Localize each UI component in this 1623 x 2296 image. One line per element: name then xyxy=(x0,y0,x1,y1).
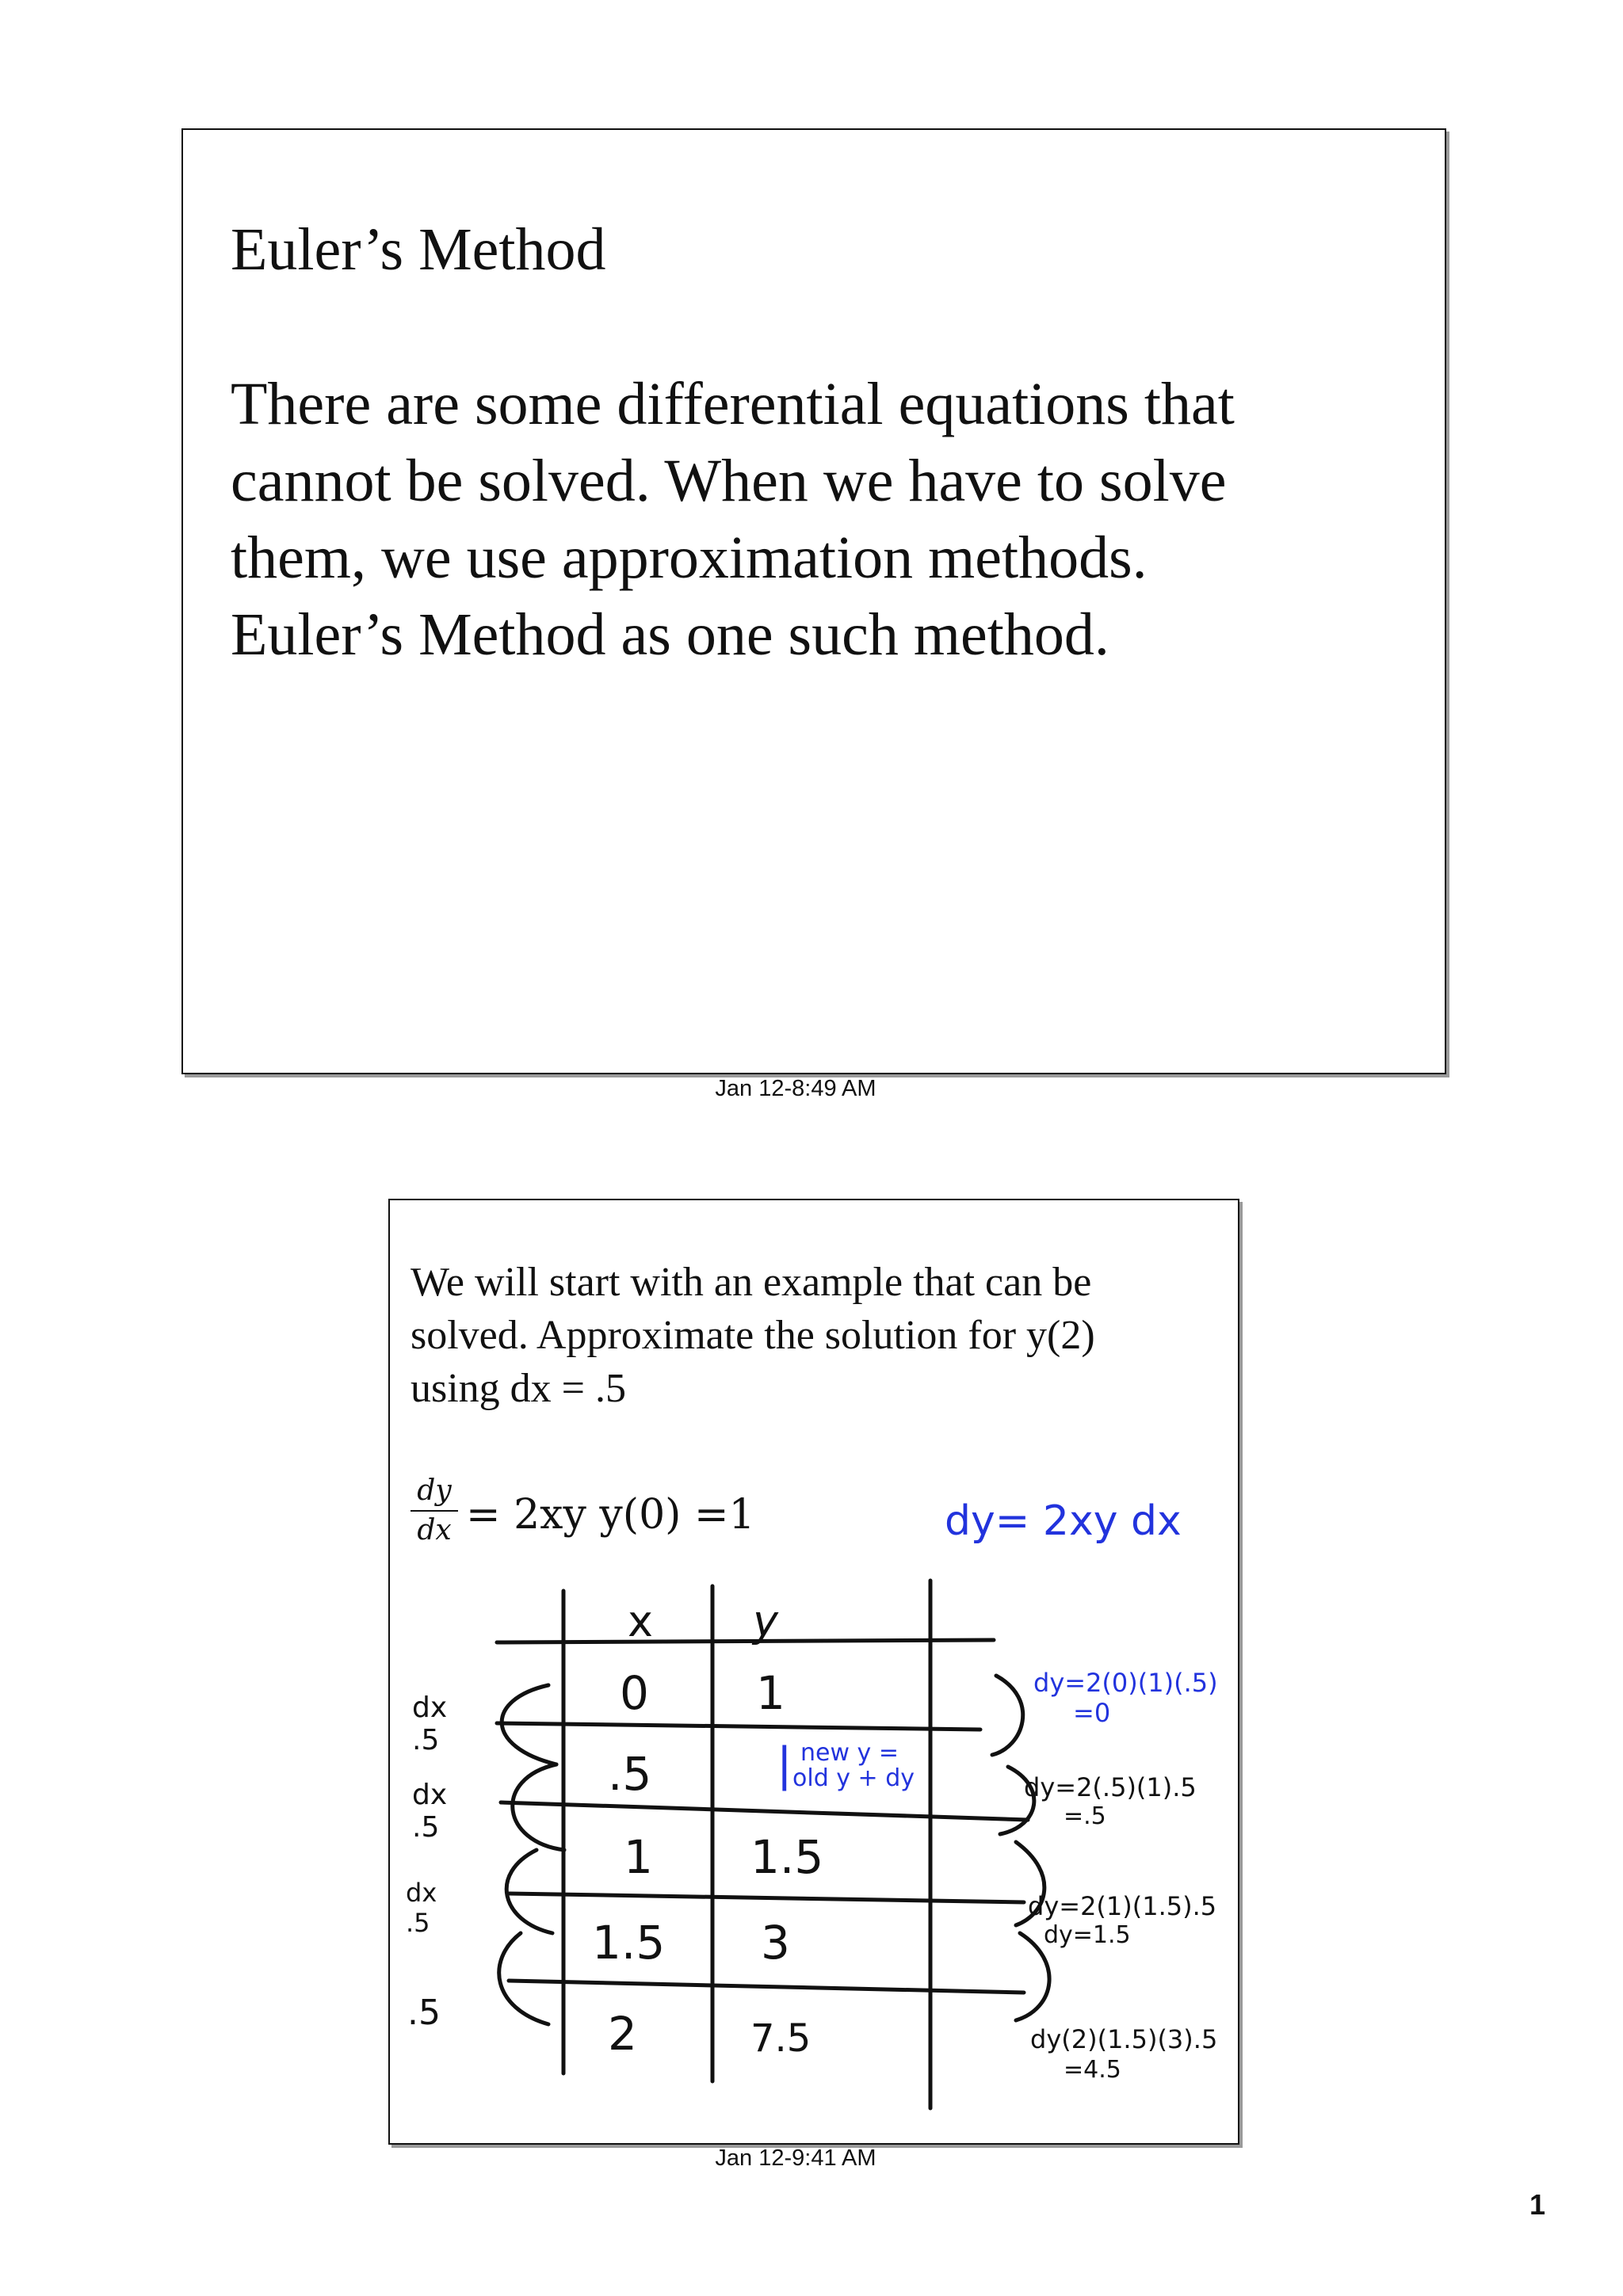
header-x: x xyxy=(628,1596,653,1646)
slide-1-timestamp: Jan 12-8:49 AM xyxy=(715,1076,876,1101)
right-note: =0 xyxy=(1073,1698,1111,1728)
note-new-y: new y = xyxy=(800,1739,899,1767)
y-value: 3 xyxy=(761,1916,790,1970)
table-horizontal-line xyxy=(509,1894,1024,1902)
equation-rest: = 2xy y(0) =1 xyxy=(466,1491,755,1539)
right-arrow xyxy=(992,1676,1023,1755)
right-note: dy=2(0)(1)(.5) xyxy=(1033,1668,1218,1698)
table-horizontal-line xyxy=(509,1981,1024,1993)
left-arrow xyxy=(513,1764,564,1850)
slide-2-timestamp: Jan 12-9:41 AM xyxy=(715,2145,876,2171)
table-horizontal-line xyxy=(497,1640,994,1642)
slide-1 xyxy=(181,128,1446,1074)
dx-label: dx .5 xyxy=(412,1691,448,1756)
x-value: 1.5 xyxy=(592,1916,666,1970)
body-line: cannot be solved. When we have to solve xyxy=(231,448,1227,514)
dx-label: .5 xyxy=(407,1993,441,2033)
dx-label: dx .5 xyxy=(412,1779,448,1844)
x-value: .5 xyxy=(608,1747,652,1801)
right-note: dy=1.5 xyxy=(1044,1921,1131,1949)
fraction-denominator: dx xyxy=(417,1514,452,1547)
left-arrow xyxy=(499,1933,548,2024)
dx-label: dx .5 xyxy=(406,1878,437,1938)
x-value: 2 xyxy=(608,2007,637,2061)
x-value: 0 xyxy=(620,1666,649,1720)
left-arrow xyxy=(506,1850,552,1933)
header-y: y xyxy=(753,1596,778,1646)
page-number: 1 xyxy=(1529,2188,1546,2221)
y-value: 1 xyxy=(756,1666,785,1720)
right-note: dy=2(1)(1.5).5 xyxy=(1028,1891,1217,1921)
intro-line: solved. Approximate the solution for y(2) xyxy=(411,1313,1095,1358)
x-value: 1 xyxy=(624,1830,653,1884)
table-horizontal-line xyxy=(497,1723,980,1730)
dy-formula: dy= 2xy dx xyxy=(945,1497,1182,1545)
fraction-numerator: dy xyxy=(417,1474,452,1507)
body-line: There are some differential equations that xyxy=(231,371,1235,437)
body-line: Euler’s Method as one such method. xyxy=(231,601,1109,668)
right-note: =4.5 xyxy=(1064,2056,1121,2084)
y-value: 1.5 xyxy=(750,1830,824,1884)
intro-line: using dx = .5 xyxy=(411,1366,627,1411)
right-note: dy(2)(1.5)(3).5 xyxy=(1030,2024,1218,2054)
right-note: dy=2(.5)(1).5 xyxy=(1024,1772,1197,1802)
slide-2 xyxy=(388,1199,1239,2145)
y-value: 7.5 xyxy=(750,2016,812,2061)
body-line: them, we use approximation methods. xyxy=(231,524,1148,591)
right-note: =.5 xyxy=(1064,1802,1106,1830)
note-bar: | xyxy=(777,1737,792,1791)
table-horizontal-line xyxy=(501,1802,1028,1820)
slide-title: Euler’s Method xyxy=(231,216,606,283)
note-old-y-plus-dy: old y + dy xyxy=(792,1764,915,1792)
intro-line: We will start with an example that can be xyxy=(411,1260,1092,1305)
slide-body xyxy=(231,366,1435,673)
